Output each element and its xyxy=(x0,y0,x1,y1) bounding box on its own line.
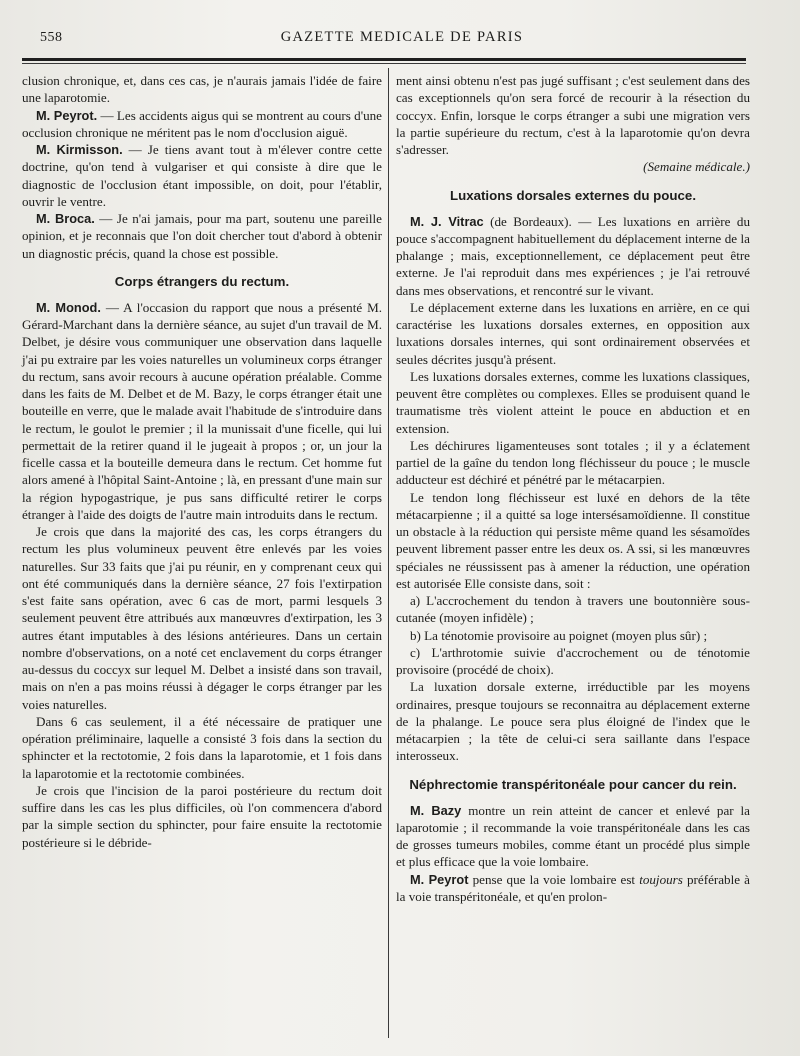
journal-title: GAZETTE MEDICALE DE PARIS xyxy=(280,29,524,45)
paragraph-text: — A l'occasion du rapport que nous a présenté M. Gérard-Marchant dans la dernière séance, au sujet d'un travail de M. Delbet, je désire vous communiquer une observation dans laquelle j'ai pu extraire par les voies naturelles un volumineux corps étranger du rectum, sans avoir recours à aucune opération préalable. Comme dans les faits de M. Delbet et de M. Bazy, le corps étranger était une bouteille en verre, que le malade avait l'habitude de s'introduire dans le rectum, le goulot le premier ; il la munissait d'une ficelle, qui lui permettait de la retirer quand il le jugeait à propos ; or, un jour la ficelle cassa et la bouteille demeura dans le rectum. Cet homme fut alors amené à l'hôpital Saint-Antoine ; là, en pressant d'une main sur la région hypogastrique, je pus sans difficulté retirer le corps étranger à l'aide des doigts de l'autre main introduits dans le rectum. xyxy=(22,299,382,522)
paragraph-peyrot xyxy=(22,107,382,142)
paragraph-text: préférable à la voie transpéritonéale, et qu'en prolon- xyxy=(396,871,750,904)
paragraph-text: montre un rein atteint de cancer et enlevé par la laparotomie ; il recommande la voie transpéritonéale dans les cas de grosses tumeurs mobiles, comme étant un procédé plus simple et plus efficace que la voie lombaire. xyxy=(396,802,750,870)
section-heading-nephrectomie: Néphrectomie transpéritonéale pour cancer du rein. xyxy=(409,776,737,792)
paragraph-vitrac xyxy=(396,213,750,299)
speaker-name: M. Peyrot xyxy=(410,871,469,887)
paragraph-text: — Les accidents aigus qui se montrent au cours d'une occlusion chronique ne méritent pas le nom d'occlusion aiguë. xyxy=(22,107,382,140)
section-heading-luxations: Luxations dorsales externes du pouce. xyxy=(449,187,697,203)
paragraph-kirmisson xyxy=(22,141,382,210)
paragraph: Je crois que dans la majorité des cas, les corps étrangers du rectum les plus volumineux peuvent être enlevés par les voies naturelles. Sur 33 faits que j'ai pu réunir, en y comprenant ceux qui ont été communiqués dans la dernière séance, 27 fois l'extirpation s'est faite sans opération, avec 6 cas de mort, parmi lesquels 3 seulement peuvent être attribués aux manœuvres d'extirpation, les 3 autres étant imputables à des lésions antérieures. Dans un certain nombre d'observations, on a noté cet enclavement du corps étranger au-dessus du coccyx sur lequel M. Delbet a insisté dans son travail, mais on n'en a pas moins réussi à dégager le corps étranger par les voies naturelles. xyxy=(22,524,382,712)
paragraph-text: — Je n'ai jamais, pour ma part, soutenu une pareille opinion, et je reconnais que l'on doit chercher tout d'abord à obtenir un diagnostic précis, quand la chose est possible. xyxy=(22,211,382,261)
paragraph: Le déplacement externe dans les luxations en arrière, en ce qui caractérise les luxations dorsales externes, en opposition aux luxations dorsales internes, qui sont ordinairement observées et seules décrites jusqu'à présent. xyxy=(396,299,750,367)
paragraph-broca xyxy=(22,210,382,262)
left-column xyxy=(22,72,382,851)
paragraph-peyrot-2 xyxy=(396,871,750,906)
paragraph-bazy xyxy=(396,802,750,871)
speaker-name: M. Bazy xyxy=(410,802,462,818)
section-heading-corps-etrangers: Corps étrangers du rectum. xyxy=(114,273,290,289)
header-rule-thick xyxy=(22,58,746,61)
page-header xyxy=(22,26,782,50)
paragraph-text: pense que la voie lombaire est xyxy=(468,871,640,887)
paragraph: Je crois que l'incision de la paroi postérieure du rectum doit suffire dans les cas les plus difficiles, où l'on commencera d'abord par la simple section du sphincter, pour faire ensuite la rectotomie postérieure si le débride- xyxy=(22,782,382,850)
list-item-c: c) L'arthrotomie suivie d'accrochement ou de ténotomie provisoire (procédé de choix). xyxy=(396,644,750,677)
speaker-name: M. Broca. xyxy=(36,211,95,226)
paragraph-text: — Je tiens avant tout à m'élever contre cette doctrine, qu'on tend à vulgariser et qui consiste à dire que le diagnostic de l'occlusion étant impossible, on doit, pour l'établir, ouvrir le ventre. xyxy=(22,142,382,209)
paragraph: Dans 6 cas seulement, il a été nécessaire de pratiquer une opération préliminaire, laquelle a consisté 3 fois dans la section du sphincter et la rectotomie, 2 fois dans la laparotomie, et 1 fois dans la laparotomie et la rectotomie combinées. xyxy=(22,713,382,781)
page-number: 558 xyxy=(40,30,63,45)
paragraph: Les déchirures ligamenteuses sont totales ; il y a éclatement partiel de la gaîne du tendon long fléchisseur du pouce ; le muscle adducteur est déchiré et pénétré par le métacarpien. xyxy=(396,437,750,488)
emphasis-text: toujours xyxy=(639,871,683,887)
speaker-name: M. Monod. xyxy=(36,299,101,315)
paragraph-continuation: clusion chronique, et, dans ces cas, je n'aurais jamais l'idée de faire une laparotomie. xyxy=(22,73,382,106)
paragraph: La luxation dorsale externe, irréductible par les moyens ordinaires, presque toujours se reconnaitra au déplacement externe de la phalange. Le pouce sera plus éloigné de l'index que le métacarpien ; la tête de celui-ci sera saillante dans l'espace interosseux. xyxy=(396,679,750,764)
speaker-name: M. Kirmisson. xyxy=(36,142,123,157)
paragraph-text: (de Bordeaux). — Les luxations en arrière du pouce s'accompagnent habituellement du déplacement interne de la phalange ; mais, exceptionnellement, ce déplacement peut être externe. Je l'ai reproduit dans mes expériences ; je l'ai retrouvé dans mes observations, et rencontré sur le vivant. xyxy=(396,213,750,298)
header-rule-thin xyxy=(22,63,746,64)
paragraph-continuation: ment ainsi obtenu n'est pas jugé suffisant ; c'est seulement dans des cas exceptionnels qu'on sera forcé de recourir à la résection du coccyx. Enfin, lorsque le corps étranger a subi une migration vers la partie supérieure du rectum, c'est à la laparotomie qu'on devra s'adresser. xyxy=(396,73,750,157)
paragraph: Les luxations dorsales externes, comme les luxations classiques, peuvent être complètes ou complexes. Elles se produisent quand le traumatisme très violent atteint le pouce en abduction et en extension. xyxy=(396,368,750,436)
column-divider xyxy=(388,68,389,1038)
speaker-name: M. J. Vitrac xyxy=(410,213,484,229)
right-column xyxy=(396,72,750,905)
paragraph: Le tendon long fléchisseur est luxé en dehors de la tête métacarpienne ; il a quitté sa loge intersésamoïdienne. Il constitue un obstacle à la réduction qui persiste même quand les sésamoïdes peuvent librement passer entre les deux os. A ssi, si les manœuvres spéciales ne réussissent pas à amener la réduction, une opération est autorisée Elle consiste dans, soit : xyxy=(396,489,750,591)
list-item-a: a) L'accrochement du tendon à travers une boutonnière sous-cutanée (moyen infidèle) ; xyxy=(396,593,750,626)
paragraph-monod xyxy=(22,299,382,523)
source-citation: (Semaine médicale.) xyxy=(643,159,750,175)
list-item-b: b) La ténotomie provisoire au poignet (moyen plus sûr) ; xyxy=(410,627,708,643)
speaker-name: M. Peyrot. xyxy=(36,107,98,123)
